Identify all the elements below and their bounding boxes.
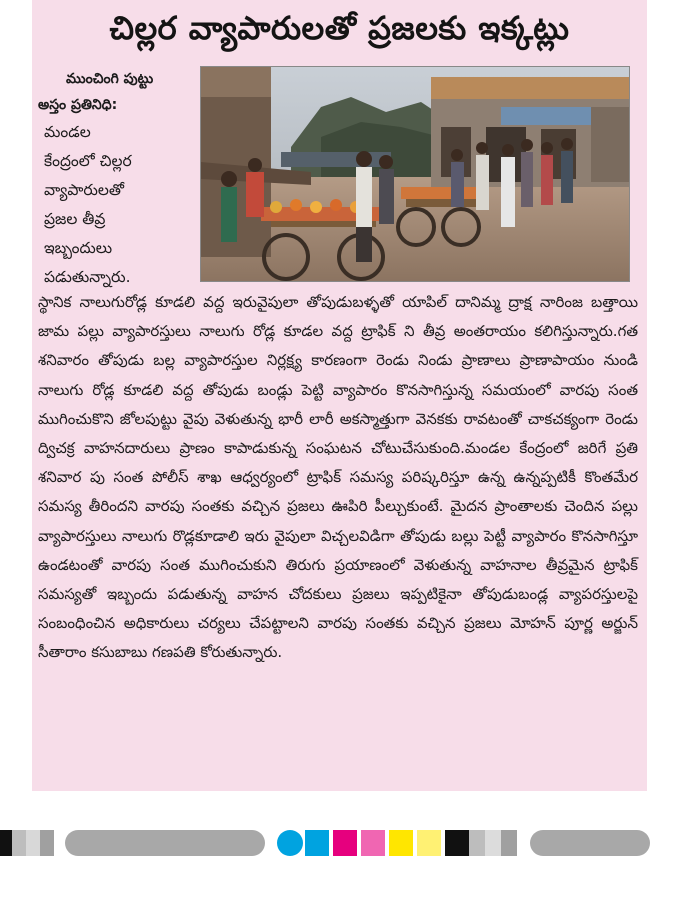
lead-line: ఇబ్బందులు [44, 239, 113, 257]
lead-line: ప్రజల తీవ్ర [44, 210, 106, 228]
lead-line: కేంద్రంలో చిల్లర [44, 152, 132, 170]
article-body: స్థానిక నాలుగురోడ్ల కూడలి వద్ద ఇరువైపులా తోపుడుబళ్ళతో యాపిల్ దానిమ్మ ద్రాక్ష నారింజ బత్తాయి జామ పల్లు వ్యాపారస్తులు నాలుగు రోడ్ల కూడల వద్ద ట్రాఫిక్ ని తీవ్ర అంతరాయం కలిగిస్తున్నారు.గత శనివారం తోపుడు బల్ల వ్యాపారస్తుల నిర్లక్ష్య కారణంగా రెండు నిండు ప్రాణాలు ప్రాణాపాయం నుండి నాలుగు రోడ్ల కూడలి వద్ద తోపుడు బండ్లు పెట్టి వ్యాపారం కొనసాగిస్తున్న సమయంలో వారపు సంత ముగించుకొని జోలపుట్టు వైపు వెళుతున్న భారీ లారీ అకస్మాత్తుగా వెనకకు రావటంతో చాకచక్యంగా రెండు ద్విచక్ర వాహనదారులు ప్రాణం కాపాడుకున్న సంఘటన చోటుచేసుకుంది.మండల కేంద్రంలో జరిగే ప్రతి శనివార పు సంత పోలీస్ శాఖ ఆధ్వర్యంలో ట్రాఫిక్ సమస్య పరిష్కరిస్తూ ఉన్న ఉన్నప్పటికీ కొంతమేర సమస్య తీరిందని వారపు సంతకు వచ్చిన ప్రజలు ఊపిరి పీల్చుకుంటే. మైదన ప్రాంతాలకు చెందిన పల్లు వ్యాపారస్తులు నాలుగు రొడ్లకూడాలి ఇరు వైపులా విచ్చలవిడిగా తోపుడు బల్లు పెట్టీ వ్యాపారం కొనసాగిస్తూ ఉండటంతో వారపు సంత ముగించుకుని తిరుగు ప్రయాణంలో వెళుతున్న వాహనాల తీవ్రమైన ట్రాఫిక్ సమస్యతో ఇబ్బందు పడుతున్న వాహన చోదకులు ప్రజలు ఇప్పటికైనా తోపుడుబండ్ల వ్యాపరస్తులపై సంబంధించిన అధికారులు చర్యలు చేపట్టాలని వారపు సంతకు వచ్చిన ప్రజలు మోహన్ పూర్ణ అర్జున్ సీతారాం కసుబాబు గణపతి కోరుతున్నారు. [38, 293, 638, 662]
lead-line: పడుతున్నారు. [44, 268, 131, 286]
news-photo [200, 66, 630, 282]
print-color-registration-bar [0, 826, 696, 860]
dateline-reporter: అస్తం ప్రతినిధి: [38, 97, 118, 113]
market-street-photo [201, 67, 629, 281]
lead-line: వ్యాపారులతో [44, 181, 124, 199]
dateline [38, 66, 203, 118]
news-article [32, 0, 647, 791]
headline: చిల్లర వ్యాపారులతో ప్రజలకు ఇక్కట్లు [109, 9, 570, 47]
lead-paragraph [44, 118, 192, 292]
lead-line: మండల [44, 123, 91, 141]
dateline-place: ముంచింగి పుట్టు [66, 71, 154, 87]
